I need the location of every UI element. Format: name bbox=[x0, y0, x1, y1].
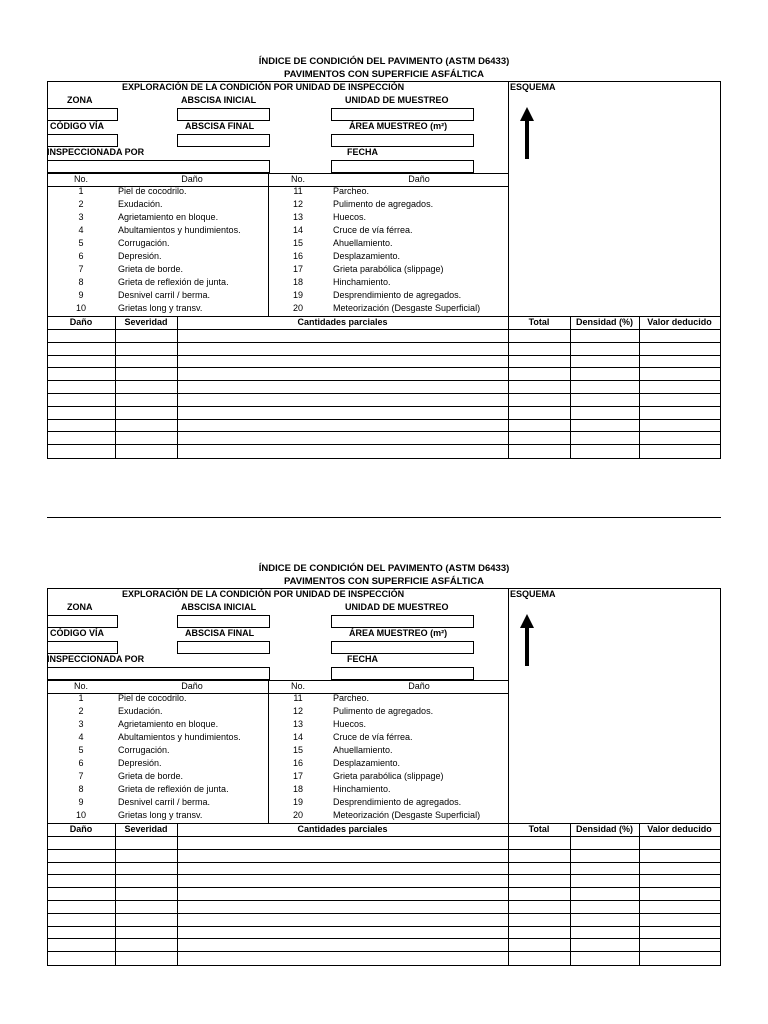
inspeccionada-por-field[interactable] bbox=[47, 160, 270, 173]
damage-number: 6 bbox=[78, 758, 84, 768]
north-arrow-icon bbox=[520, 107, 534, 159]
damage-name: Corrugación. bbox=[118, 745, 170, 755]
damage-name: Desprendimiento de agregados. bbox=[333, 797, 462, 807]
damage-number: 18 bbox=[292, 277, 303, 287]
table-row-line bbox=[47, 367, 721, 368]
codigo-via-label: CÓDIGO VÍA bbox=[50, 628, 105, 638]
no-header: No. bbox=[290, 681, 305, 691]
damage-name: Exudación. bbox=[118, 706, 163, 716]
damage-name: Hinchamiento. bbox=[333, 277, 391, 287]
damage-name: Grieta parabólica (slippage) bbox=[333, 771, 444, 781]
abscisa-final-label: ABSCISA FINAL bbox=[185, 628, 255, 638]
table-row-line bbox=[47, 431, 721, 432]
fecha-label: FECHA bbox=[347, 654, 378, 664]
damage-name: Cruce de vía férrea. bbox=[333, 732, 413, 742]
pci-form bbox=[47, 56, 721, 467]
damage-name: Pulimento de agregados. bbox=[333, 199, 434, 209]
damage-name: Hinchamiento. bbox=[333, 784, 391, 794]
damage-name: Parcheo. bbox=[333, 186, 370, 196]
abscisa-final-field[interactable] bbox=[177, 134, 270, 147]
abscisa-final-field[interactable] bbox=[177, 641, 270, 654]
codigo-via-field[interactable] bbox=[47, 134, 118, 147]
damage-name: Agrietamiento en bloque. bbox=[118, 212, 219, 222]
damage-number: 10 bbox=[75, 810, 86, 820]
table-row-line bbox=[47, 913, 721, 914]
table-row-line bbox=[47, 849, 721, 850]
col-total: Total bbox=[528, 824, 550, 834]
damage-number: 16 bbox=[292, 251, 303, 261]
area-muestreo-field[interactable] bbox=[331, 641, 474, 654]
zona-label: ZONA bbox=[67, 95, 93, 105]
damage-number: 18 bbox=[292, 784, 303, 794]
unidad-muestreo-field[interactable] bbox=[331, 108, 474, 121]
inspeccionada-por-field[interactable] bbox=[47, 667, 270, 680]
damage-number: 8 bbox=[78, 784, 84, 794]
dano-header: Daño bbox=[408, 174, 430, 184]
damage-number: 13 bbox=[292, 719, 303, 729]
codigo-via-label: CÓDIGO VÍA bbox=[50, 121, 105, 131]
damage-number: 1 bbox=[78, 693, 84, 703]
damage-name: Abultamientos y hundimientos. bbox=[118, 225, 241, 235]
table-row-line bbox=[47, 862, 721, 863]
col-cantidades: Cantidades parciales bbox=[297, 824, 388, 834]
damage-number: 20 bbox=[292, 810, 303, 820]
fecha-field[interactable] bbox=[331, 160, 474, 173]
col-severidad: Severidad bbox=[124, 824, 168, 834]
col-valor-deducido: Valor deducido bbox=[647, 824, 712, 834]
damage-number: 11 bbox=[293, 186, 303, 196]
damage-number: 17 bbox=[292, 264, 303, 274]
unidad-muestreo-label: UNIDAD DE MUESTREO bbox=[345, 95, 449, 105]
damage-name: Corrugación. bbox=[118, 238, 170, 248]
damage-number: 20 bbox=[292, 303, 303, 313]
damage-number: 7 bbox=[78, 264, 84, 274]
damage-name: Grieta parabólica (slippage) bbox=[333, 264, 444, 274]
no-header: No. bbox=[73, 174, 88, 184]
damage-name: Desnivel carril / berma. bbox=[118, 290, 211, 300]
damage-number: 11 bbox=[293, 693, 303, 703]
damage-number: 9 bbox=[78, 290, 84, 300]
table-row-line bbox=[47, 926, 721, 927]
damage-number: 2 bbox=[78, 706, 84, 716]
damage-number: 12 bbox=[292, 199, 303, 209]
table-row-line bbox=[47, 951, 721, 952]
damage-number: 19 bbox=[292, 797, 303, 807]
damage-name: Grieta de borde. bbox=[118, 264, 184, 274]
damage-number: 4 bbox=[78, 732, 84, 742]
damage-number: 17 bbox=[292, 771, 303, 781]
table-row-line bbox=[47, 419, 721, 420]
damage-number: 14 bbox=[292, 225, 303, 235]
zona-label: ZONA bbox=[67, 602, 93, 612]
table-row-line bbox=[47, 406, 721, 407]
damage-name: Desplazamiento. bbox=[333, 251, 401, 261]
esquema-label: ESQUEMA bbox=[510, 589, 556, 599]
form-subtitle: PAVIMENTOS CON SUPERFICIE ASFÁLTICA bbox=[283, 69, 485, 80]
damage-name: Abultamientos y hundimientos. bbox=[118, 732, 241, 742]
damage-number: 5 bbox=[78, 745, 84, 755]
damage-number: 16 bbox=[292, 758, 303, 768]
section-title: EXPLORACIÓN DE LA CONDICIÓN POR UNIDAD DE INSPECCIÓN bbox=[122, 82, 405, 92]
table-row-line bbox=[47, 938, 721, 939]
col-dano: Daño bbox=[69, 317, 93, 327]
damage-name: Ahuellamiento. bbox=[333, 745, 393, 755]
abscisa-inicial-field[interactable] bbox=[177, 108, 270, 121]
fecha-label: FECHA bbox=[347, 147, 378, 157]
page-separator-line bbox=[47, 517, 721, 518]
damage-number: 9 bbox=[78, 797, 84, 807]
form-title: ÍNDICE DE CONDICIÓN DEL PAVIMENTO (ASTM D6433) bbox=[258, 56, 510, 67]
form-subtitle: PAVIMENTOS CON SUPERFICIE ASFÁLTICA bbox=[283, 576, 485, 587]
damage-name: Desprendimiento de agregados. bbox=[333, 290, 462, 300]
esquema-label: ESQUEMA bbox=[510, 82, 556, 92]
section-title: EXPLORACIÓN DE LA CONDICIÓN POR UNIDAD DE INSPECCIÓN bbox=[122, 589, 405, 599]
damage-name: Grieta de borde. bbox=[118, 771, 184, 781]
zona-field[interactable] bbox=[47, 615, 118, 628]
damage-number: 15 bbox=[292, 745, 303, 755]
damage-number: 7 bbox=[78, 771, 84, 781]
table-row-line bbox=[47, 874, 721, 875]
damage-name: Huecos. bbox=[333, 719, 367, 729]
area-muestreo-field[interactable] bbox=[331, 134, 474, 147]
damage-number: 15 bbox=[292, 238, 303, 248]
damage-name: Grietas long y transv. bbox=[118, 810, 203, 820]
no-header: No. bbox=[290, 174, 305, 184]
col-densidad: Densidad (%) bbox=[575, 824, 633, 834]
table-row-line bbox=[47, 380, 721, 381]
codigo-via-field[interactable] bbox=[47, 641, 118, 654]
damage-name: Cruce de vía férrea. bbox=[333, 225, 413, 235]
unidad-muestreo-label: UNIDAD DE MUESTREO bbox=[345, 602, 449, 612]
damage-number: 10 bbox=[75, 303, 86, 313]
form-title: ÍNDICE DE CONDICIÓN DEL PAVIMENTO (ASTM D6433) bbox=[258, 563, 510, 574]
damage-name: Parcheo. bbox=[333, 693, 370, 703]
damage-name: Depresión. bbox=[118, 251, 162, 261]
abscisa-inicial-field[interactable] bbox=[177, 615, 270, 628]
no-header: No. bbox=[73, 681, 88, 691]
col-total: Total bbox=[528, 317, 550, 327]
damage-name: Grieta de reflexión de junta. bbox=[118, 277, 229, 287]
inspeccionada-por-label: INSPECCIONADA POR bbox=[47, 147, 145, 157]
damage-number: 13 bbox=[292, 212, 303, 222]
abscisa-inicial-label: ABSCISA INICIAL bbox=[181, 95, 257, 105]
damage-name: Exudación. bbox=[118, 199, 163, 209]
damage-number: 12 bbox=[292, 706, 303, 716]
area-muestreo-label: ÁREA MUESTREO (m²) bbox=[349, 121, 448, 131]
damage-number: 2 bbox=[78, 199, 84, 209]
damage-number: 6 bbox=[78, 251, 84, 261]
abscisa-final-label: ABSCISA FINAL bbox=[185, 121, 255, 131]
damage-number: 8 bbox=[78, 277, 84, 287]
damage-number: 14 bbox=[292, 732, 303, 742]
inspeccionada-por-label: INSPECCIONADA POR bbox=[47, 654, 145, 664]
fecha-field[interactable] bbox=[331, 667, 474, 680]
damage-name: Depresión. bbox=[118, 758, 162, 768]
damage-name: Desnivel carril / berma. bbox=[118, 797, 211, 807]
damage-name: Ahuellamiento. bbox=[333, 238, 393, 248]
damage-name: Grietas long y transv. bbox=[118, 303, 203, 313]
abscisa-inicial-label: ABSCISA INICIAL bbox=[181, 602, 257, 612]
dano-header: Daño bbox=[408, 681, 430, 691]
damage-name: Pulimento de agregados. bbox=[333, 706, 434, 716]
damage-number: 1 bbox=[78, 186, 84, 196]
table-row-line bbox=[47, 355, 721, 356]
col-cantidades: Cantidades parciales bbox=[297, 317, 388, 327]
damage-number: 3 bbox=[78, 719, 84, 729]
col-valor-deducido: Valor deducido bbox=[647, 317, 712, 327]
dano-header: Daño bbox=[181, 174, 203, 184]
table-row-line bbox=[47, 900, 721, 901]
table-row-line bbox=[47, 887, 721, 888]
damage-name: Desplazamiento. bbox=[333, 758, 401, 768]
damage-number: 3 bbox=[78, 212, 84, 222]
north-arrow-icon bbox=[520, 614, 534, 666]
damage-number: 4 bbox=[78, 225, 84, 235]
damage-name: Grieta de reflexión de junta. bbox=[118, 784, 229, 794]
col-densidad: Densidad (%) bbox=[575, 317, 633, 327]
damage-name: Piel de cocodrilo. bbox=[118, 693, 187, 703]
table-row-line bbox=[47, 444, 721, 445]
table-row-line bbox=[47, 342, 721, 343]
zona-field[interactable] bbox=[47, 108, 118, 121]
damage-number: 5 bbox=[78, 238, 84, 248]
damage-name: Meteorización (Desgaste Superficial) bbox=[333, 303, 481, 313]
pci-form bbox=[47, 563, 721, 974]
dano-header: Daño bbox=[181, 681, 203, 691]
damage-name: Meteorización (Desgaste Superficial) bbox=[333, 810, 481, 820]
damage-name: Huecos. bbox=[333, 212, 367, 222]
damage-number: 19 bbox=[292, 290, 303, 300]
damage-name: Piel de cocodrilo. bbox=[118, 186, 187, 196]
unidad-muestreo-field[interactable] bbox=[331, 615, 474, 628]
damage-name: Agrietamiento en bloque. bbox=[118, 719, 219, 729]
area-muestreo-label: ÁREA MUESTREO (m²) bbox=[349, 628, 448, 638]
col-severidad: Severidad bbox=[124, 317, 168, 327]
col-dano: Daño bbox=[69, 824, 93, 834]
table-row-line bbox=[47, 393, 721, 394]
